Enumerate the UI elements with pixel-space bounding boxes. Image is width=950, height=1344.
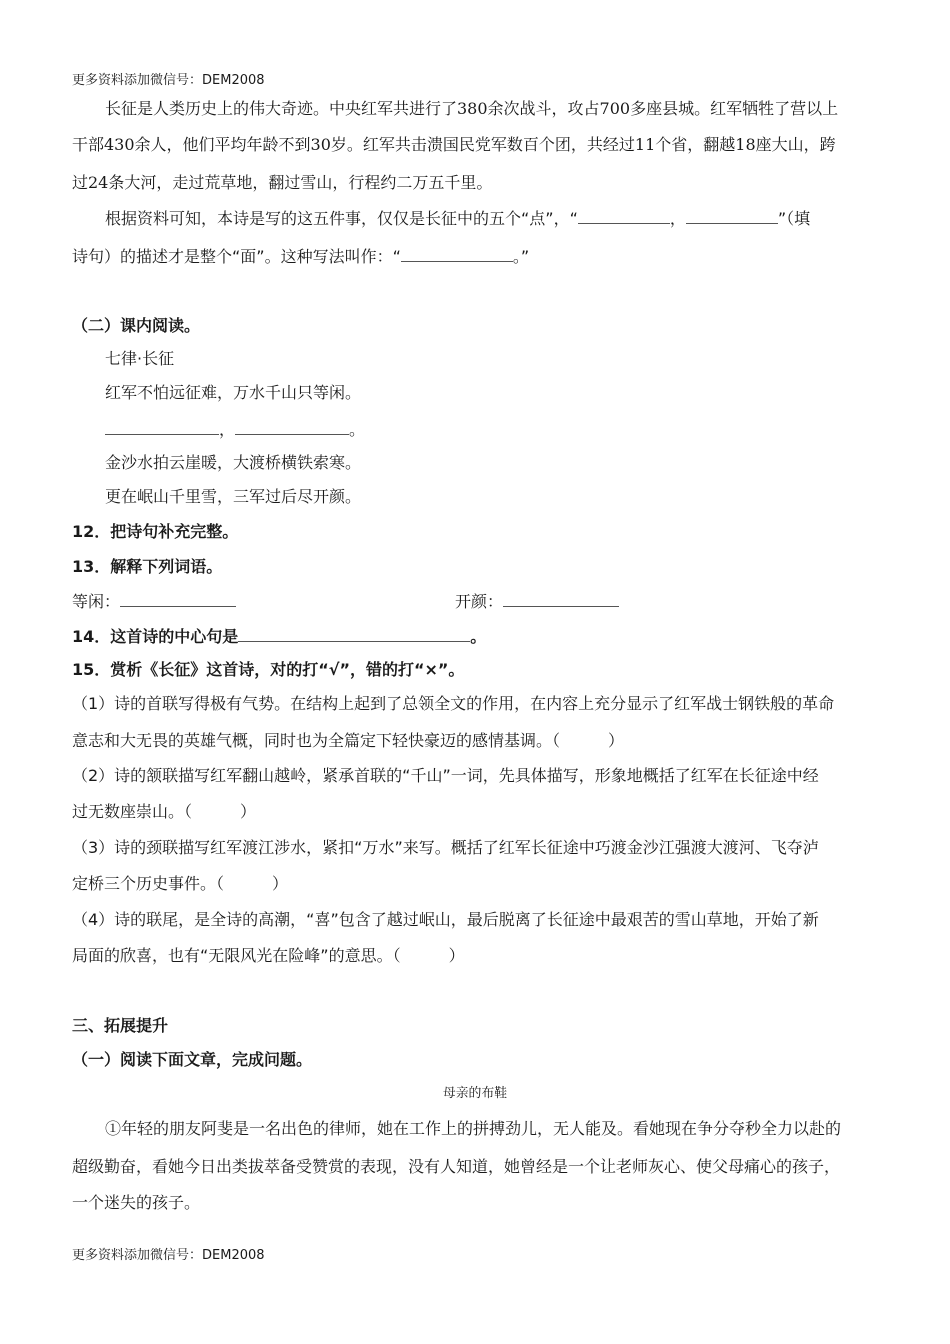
article-line: 超级勤奋，看她今日出类拔萃备受赞赏的表现，没有人知道，她曾经是一个让老师灰心、使父母痛心的孩子， bbox=[72, 1157, 841, 1176]
q13-word-label: 开颜： bbox=[455, 592, 504, 611]
poem-line: 红军不怕远征难，万水千山只等闲。 bbox=[105, 383, 362, 402]
statement-line: （2）诗的颔联描写红军翻山越岭，紧承首联的“千山”一词，先具体描写，形象地概括了红军在长征途中经 bbox=[72, 766, 819, 785]
question-line bbox=[105, 207, 810, 230]
article-title: 母亲的布鞋 bbox=[442, 1086, 508, 1101]
answer-blank[interactable] bbox=[105, 418, 219, 435]
intro-line: 长征是人类历史上的伟大奇迹。中央红军共进行了380余次战斗，攻占700多座县城。红军牺牲了营以上 bbox=[105, 99, 839, 118]
q13-word-label: 等闲： bbox=[72, 592, 121, 611]
question-text: 。” bbox=[512, 247, 530, 266]
answer-blank[interactable] bbox=[120, 590, 236, 607]
question-text: 诗句）的描述才是整个“面”。这种写法叫作：“ bbox=[72, 247, 401, 266]
question-text: 根据资料可知，本诗是写的这五件事，仅仅是长征中的五个“点”，“ bbox=[105, 209, 578, 228]
answer-blank[interactable] bbox=[578, 207, 670, 224]
statement-line: 过无数座崇山。（ ） bbox=[72, 802, 257, 821]
statement-line: （1）诗的首联写得极有气势。在结构上起到了总领全文的作用，在内容上充分显示了红军战士钢铁般的革命 bbox=[72, 694, 835, 713]
section3-subheading: （一）阅读下面文章，完成问题。 bbox=[72, 1050, 313, 1069]
poem-title: 七律·长征 bbox=[105, 349, 175, 368]
poem-line: 更在岷山千里雪，三军过后尽开颜。 bbox=[105, 487, 362, 506]
statement-line: 意志和大无畏的英雄气概，同时也为全篇定下轻快豪迈的感情基调。（ ） bbox=[72, 731, 625, 750]
section-heading: （二）课内阅读。 bbox=[72, 316, 201, 335]
answer-blank[interactable] bbox=[503, 590, 619, 607]
page-footer: 更多资料添加微信号：DEM2008 bbox=[72, 1248, 265, 1263]
intro-line: 干部430余人，他们平均年龄不到30岁。红军共击溃国民党军数百个团，共经过11个省，翻越18座大山，跨 bbox=[72, 135, 836, 154]
q13-word1 bbox=[72, 590, 236, 613]
question-text: 14．这首诗的中心句是 bbox=[72, 627, 239, 646]
page-header: 更多资料添加微信号：DEM2008 bbox=[72, 73, 265, 88]
answer-blank[interactable] bbox=[686, 207, 778, 224]
poem-line: 金沙水拍云崖暖，大渡桥横铁索寒。 bbox=[105, 453, 362, 472]
question-line bbox=[72, 245, 529, 268]
question-12: 12．把诗句补充完整。 bbox=[72, 522, 239, 541]
answer-blank[interactable] bbox=[401, 245, 513, 262]
article-line: ①年轻的朋友阿斐是一名出色的律师，她在工作上的拼搏劲儿，无人能及。看她现在争分夺秒全力以赴的 bbox=[105, 1119, 842, 1138]
poem-blank-line bbox=[105, 418, 365, 441]
poem-punct: 。 bbox=[349, 420, 366, 439]
section3-heading: 三、拓展提升 bbox=[72, 1016, 169, 1035]
question-14 bbox=[72, 625, 486, 648]
statement-line: （4）诗的联尾，是全诗的高潮，“喜”包含了越过岷山，最后脱离了长征途中最艰苦的雪山草地，开始了新 bbox=[72, 910, 819, 929]
answer-blank[interactable] bbox=[235, 418, 349, 435]
question-text: ， bbox=[669, 209, 686, 228]
poem-punct: ， bbox=[219, 420, 236, 439]
question-text: ”（填 bbox=[777, 209, 811, 228]
intro-line: 过24条大河，走过荒草地，翻过雪山，行程约二万五千里。 bbox=[72, 173, 493, 192]
q13-word2 bbox=[455, 590, 619, 613]
statement-line: 定桥三个历史事件。（ ） bbox=[72, 874, 289, 893]
question-text: 。 bbox=[470, 627, 487, 646]
statement-line: （3）诗的颈联描写红军渡江涉水，紧扣“万水”来写。概括了红军长征途中巧渡金沙江强渡大渡河、飞夺泸 bbox=[72, 838, 819, 857]
statement-line: 局面的欣喜，也有“无限风光在险峰”的意思。（ ） bbox=[72, 946, 465, 965]
answer-blank[interactable] bbox=[238, 625, 470, 642]
question-13: 13．解释下列词语。 bbox=[72, 557, 223, 576]
question-15: 15．赏析《长征》这首诗，对的打“√”，错的打“×”。 bbox=[72, 660, 465, 679]
article-line: 一个迷失的孩子。 bbox=[72, 1193, 201, 1212]
